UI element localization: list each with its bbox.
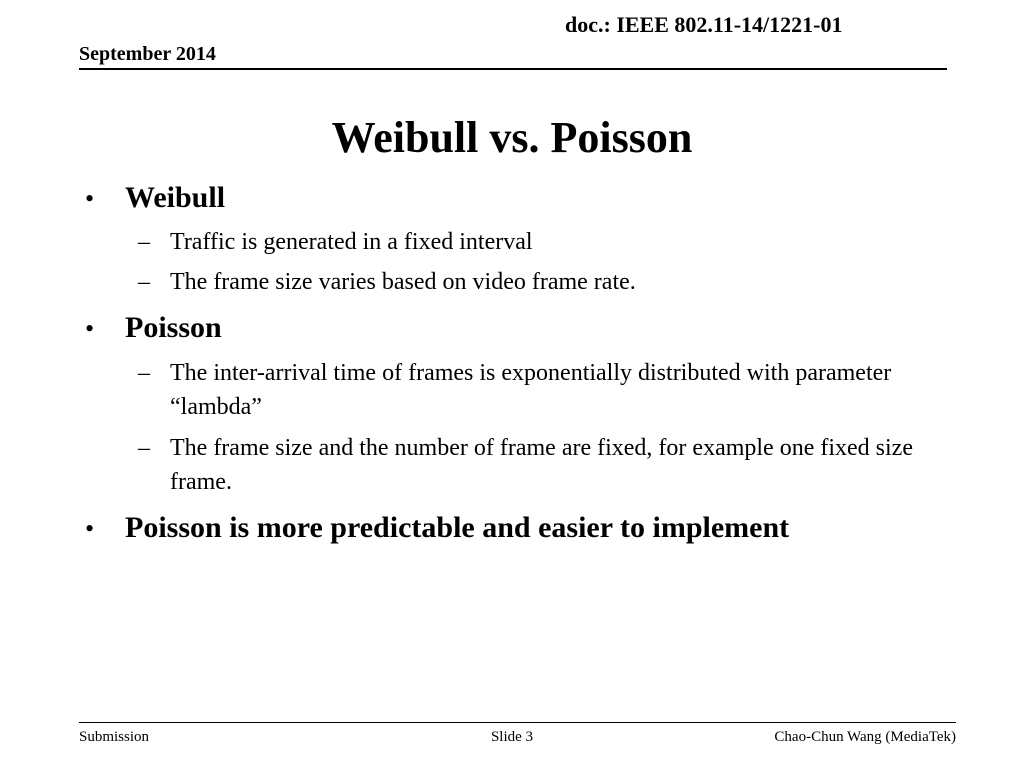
sub-bullet: The frame size and the number of frame are fixed, for example one fixed size frame. [170, 435, 913, 495]
bullet-icon: • [85, 314, 95, 343]
bullet-conclusion: Poisson is more predictable and easier to implement [125, 511, 790, 544]
sub-bullet: Traffic is generated in a fixed interval [170, 229, 533, 255]
slide-number: Slide 3 [490, 729, 534, 745]
footer-divider [79, 722, 956, 723]
dash-icon: – [138, 360, 150, 386]
document-id: doc.: IEEE 802.11-14/1221-01 [565, 12, 843, 37]
bullet-weibull: Weibull [125, 181, 226, 214]
footer-submission: Submission [79, 729, 150, 745]
sub-bullet: The frame size varies based on video frame rate. [170, 269, 636, 295]
bullet-icon: • [85, 514, 95, 543]
dash-icon: – [138, 435, 150, 461]
dash-icon: – [138, 269, 150, 295]
bullet-poisson: Poisson [125, 311, 222, 344]
dash-icon: – [138, 229, 150, 255]
footer-author: Chao-Chun Wang (MediaTek) [774, 729, 956, 745]
sub-bullet: The inter-arrival time of frames is exponentially distributed with parameter “lambda” [170, 360, 892, 420]
header-date: September 2014 [79, 43, 216, 65]
slide-title: Weibull vs. Poisson [331, 113, 693, 162]
bullet-icon: • [85, 184, 95, 213]
